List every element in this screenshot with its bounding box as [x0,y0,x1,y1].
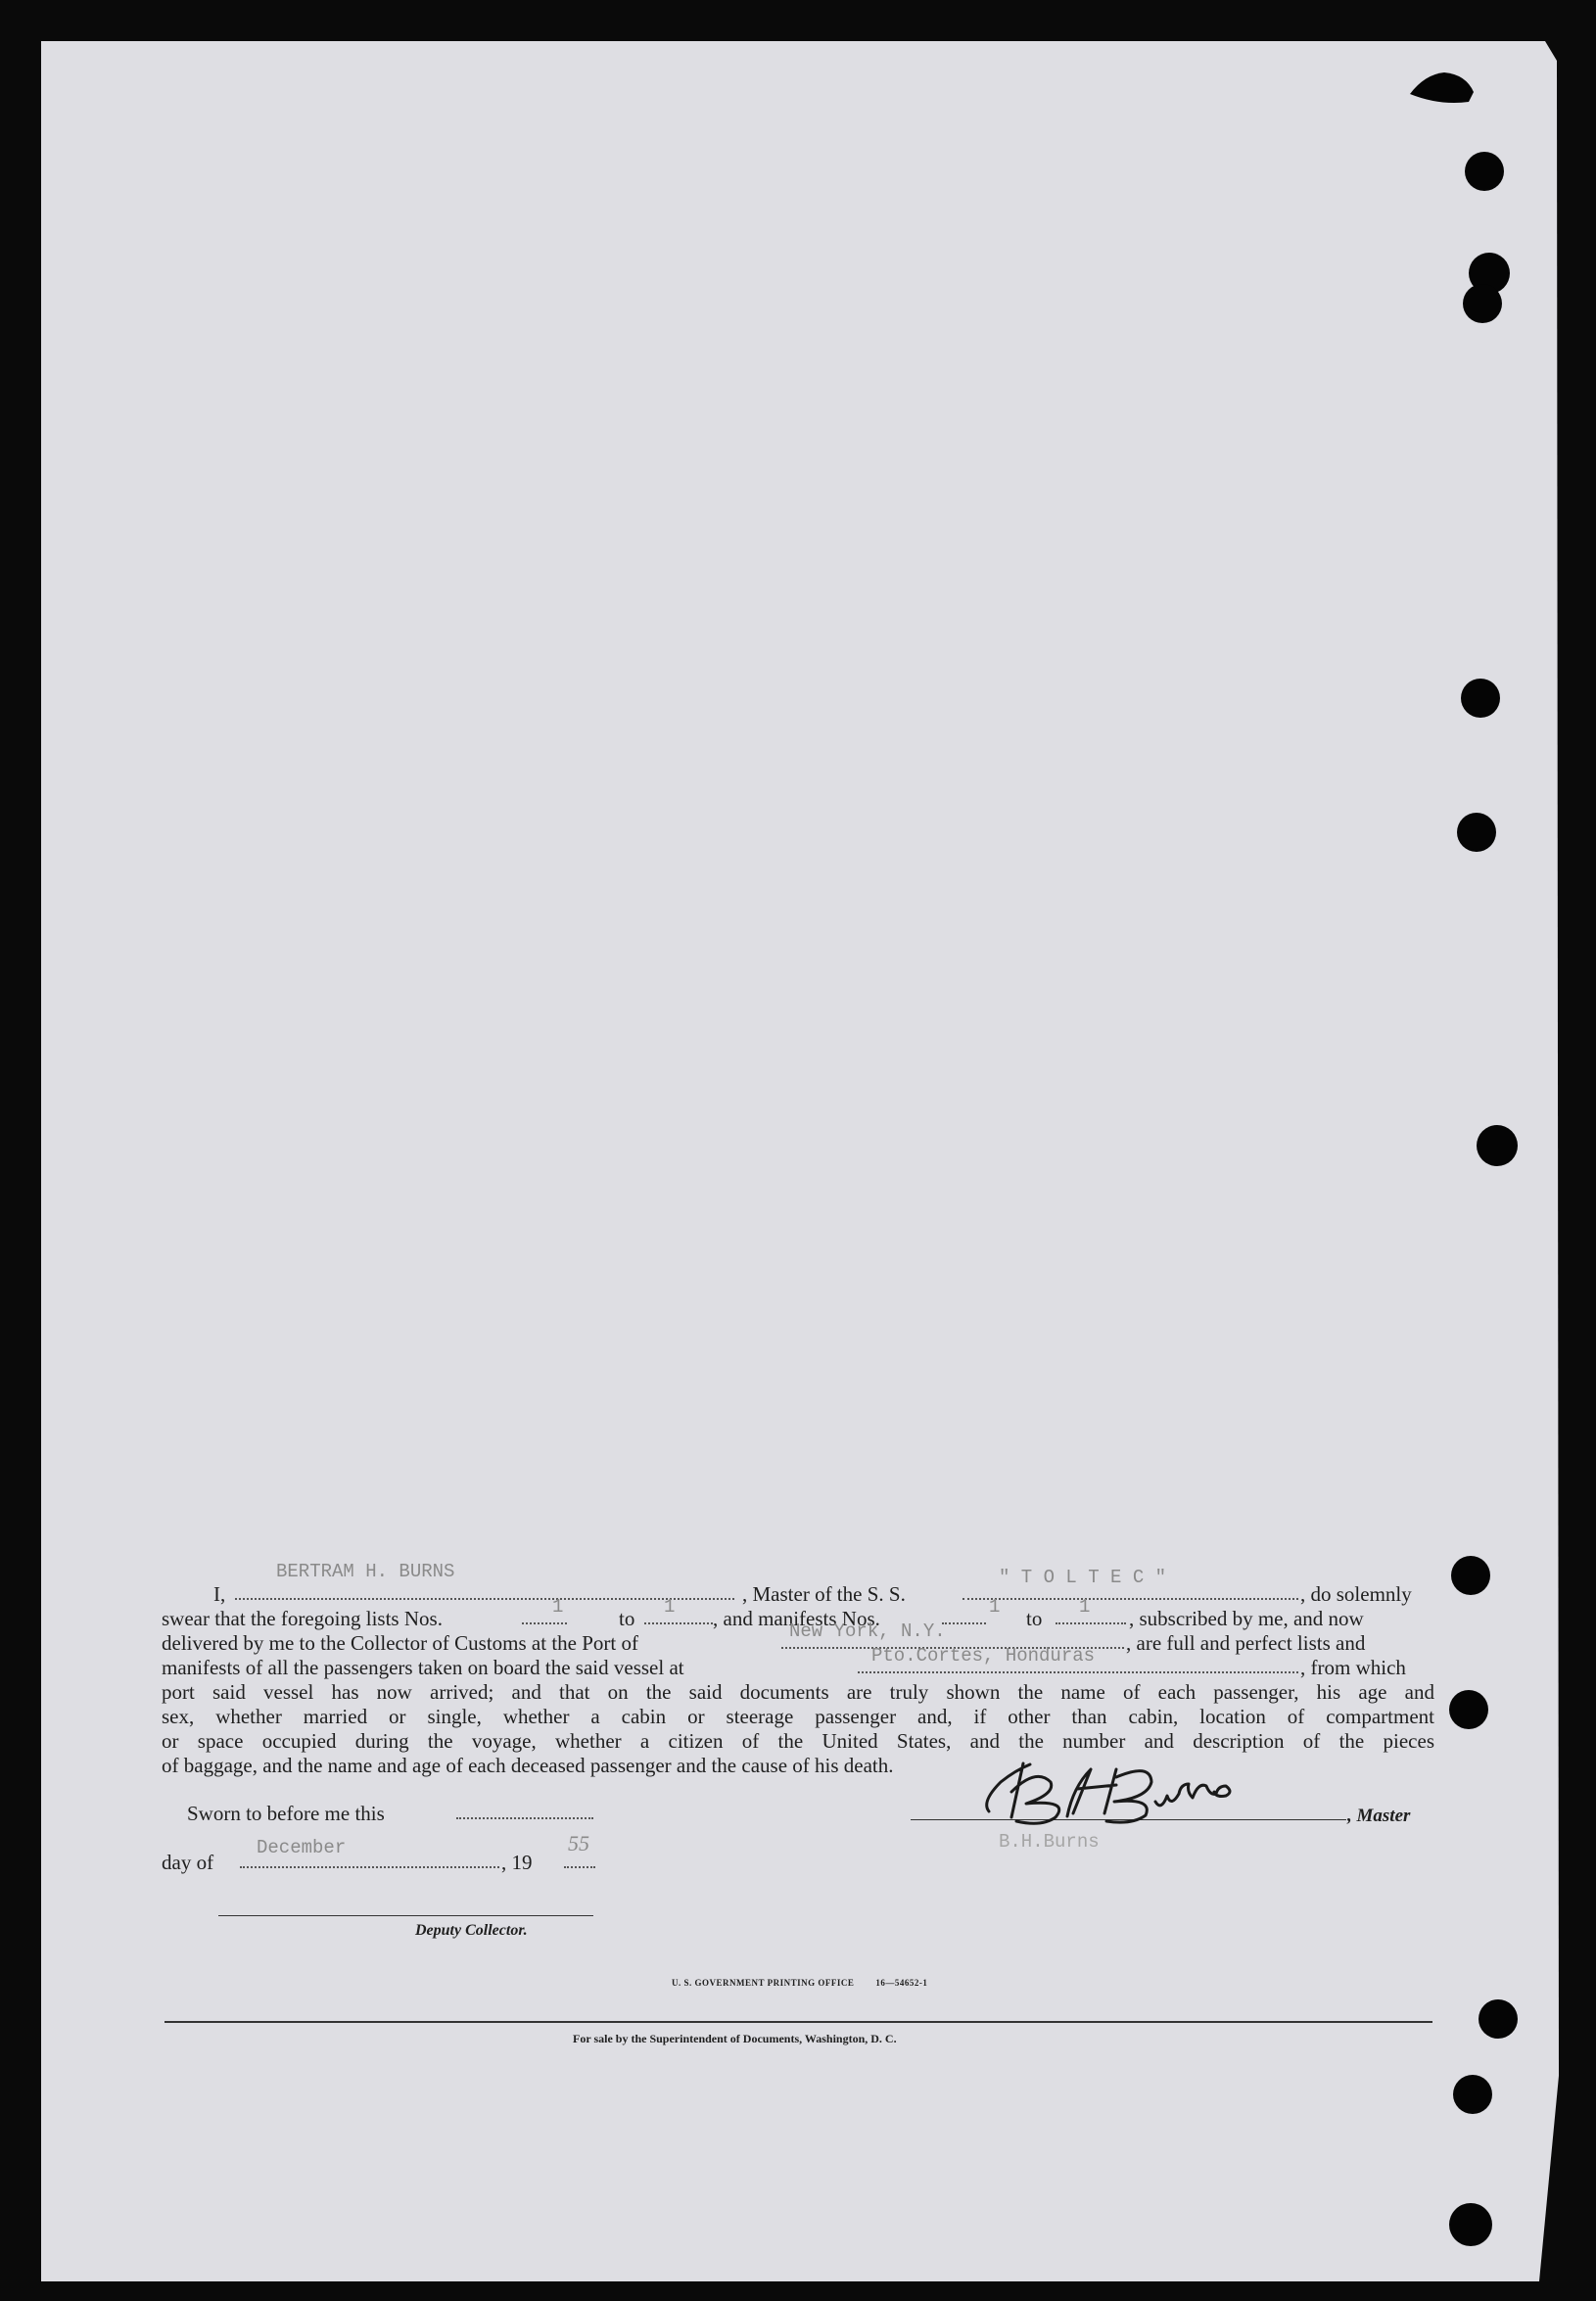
fill-line [858,1671,1298,1673]
fill-line [522,1622,567,1624]
sworn-label: Sworn to before me this [187,1802,385,1825]
oath-line3-prefix: delivered by me to the Collector of Customs at the Port of [162,1631,638,1655]
fill-line [564,1866,595,1868]
fill-line [456,1817,593,1819]
oath-line4-suffix: , from which [1300,1656,1406,1679]
port-of-arrival: New York, N.Y. [789,1620,946,1642]
punch-hole [1453,2075,1492,2114]
oath-line1-prefix: I, [213,1582,226,1606]
oath-line3-suffix: , are full and perfect lists and [1126,1631,1366,1655]
printing-office-line: U. S. GOVERNMENT PRINTING OFFICE 16—54652-1 [672,1978,928,1988]
deputy-signature-line [218,1915,593,1916]
oath-line2-mid: , and manifests Nos. [713,1607,880,1630]
oath-line1-suffix: , do solemnly [1300,1582,1412,1606]
punch-hole [1465,152,1504,191]
fill-line [962,1598,1298,1600]
oath-line7: or space occupied during the voyage, whether a citizen of the United States, and the number and description of the pieces [162,1729,1434,1753]
fill-line [644,1622,713,1624]
master-label: , Master [1347,1806,1411,1826]
year-prefix: , 19 [501,1851,533,1874]
punch-hole [1449,1690,1488,1729]
fill-line [942,1622,986,1624]
punch-hole [1477,1125,1518,1166]
oath-line1-mid: , Master of the S. S. [742,1582,906,1606]
ship-name: " T O L T E C " [999,1567,1167,1588]
oath-line8: of baggage, and the name and age of each deceased passenger and the cause of his death. [162,1754,894,1777]
oath-line5: port said vessel has now arrived; and that on the said documents are truly shown the name of each passenger, his age and [162,1680,1434,1704]
deputy-collector-label: Deputy Collector. [415,1922,528,1939]
for-sale-line: For sale by the Superintendent of Documents, Washington, D. C. [573,2032,897,2045]
oath-line2-suffix: , subscribed by me, and now [1129,1607,1364,1630]
punch-hole [1461,679,1500,718]
punch-hole [1449,2203,1492,2246]
oath-line2-to1: to [619,1607,635,1630]
list-from: 1 [552,1596,564,1618]
fill-line [235,1598,734,1600]
punch-hole [1463,284,1502,323]
oath-line2-to2: to [1026,1607,1043,1630]
manifest-to: 1 [1079,1596,1091,1618]
punch-hole [1457,813,1496,852]
punch-hole [1479,1999,1518,2039]
fill-line [240,1866,499,1868]
oath-line4-prefix: manifests of all the passengers taken on board the said vessel at [162,1656,684,1679]
master-name: BERTRAM H. BURNS [276,1561,455,1582]
day-prefix: day of [162,1851,214,1874]
oath-line6: sex, whether married or single, whether a cabin or steerage passenger and, if other than cabin, location of compartment [162,1705,1434,1728]
master-signature [969,1758,1302,1828]
fill-line [1056,1622,1126,1624]
year-value: 55 [568,1831,589,1855]
oath-line2-prefix: swear that the foregoing lists Nos. [162,1607,443,1630]
port-of-departure: Pto.Cortes, Honduras [871,1645,1096,1667]
punch-hole [1451,1556,1490,1595]
list-to: 1 [664,1596,676,1618]
footer-rule [164,2021,1432,2023]
manifest-from: 1 [989,1596,1001,1618]
month-value: December [257,1837,347,1858]
master-typed-name: B.H.Burns [999,1831,1100,1853]
